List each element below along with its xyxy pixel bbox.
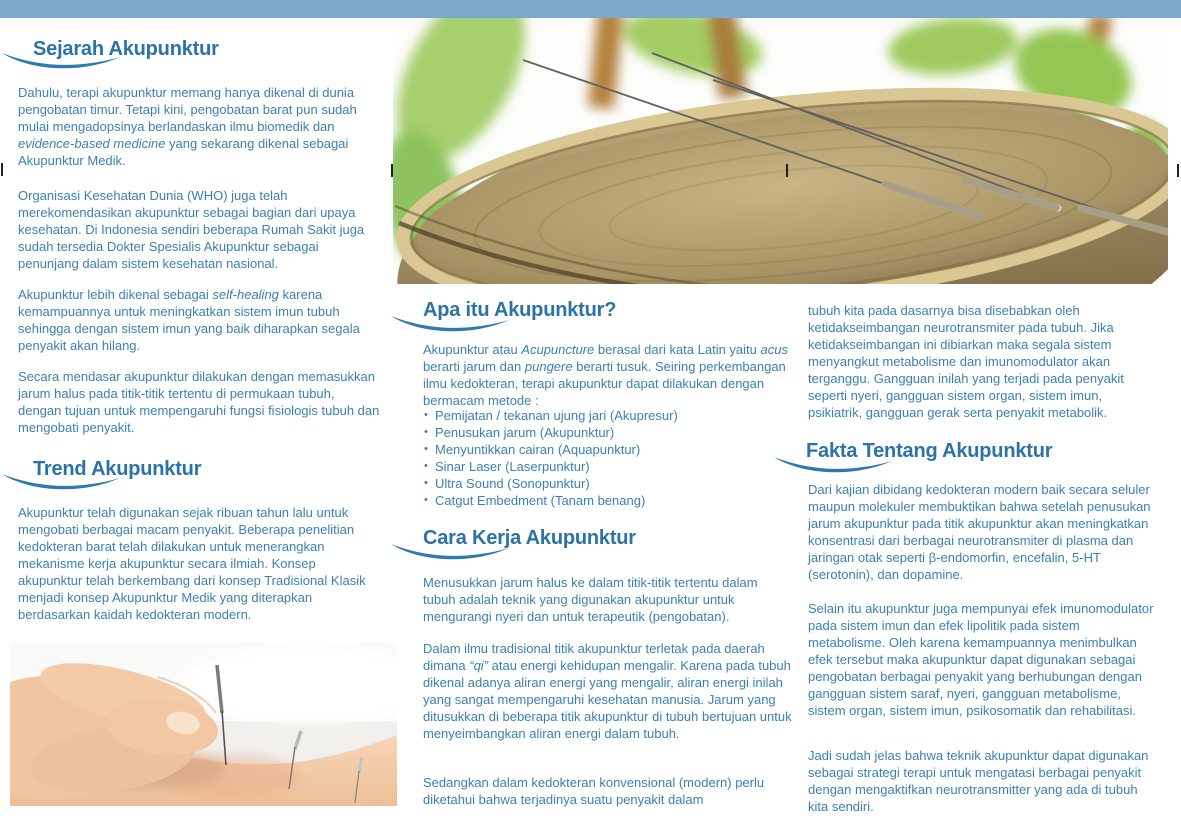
fold-mark: [391, 164, 393, 177]
section-title-cara-kerja: Cara Kerja Akupunktur: [423, 527, 636, 549]
wave-underline-icon: [774, 454, 894, 476]
fold-mark: [1, 163, 3, 176]
section-title-sejarah: Sejarah Akupunktur: [33, 38, 219, 60]
paragraph: tubuh kita pada dasarnya bisa disebabkan oleh ketidakseimbangan neurotransmiter pada tubuh. Jika ketidakseimbangan ini dibiarkan maka segala sistem menyangkut metabolisme dan imunomodulator akan terganggu. Gangguan inilah yang terjadi pada penyakit seperti nyeri, gangguan sistem organ, sistem imun, psikiatrik, gangguan gerak serta penyakit metabolik.: [808, 303, 1124, 420]
method-list-item: • Penusukan jarum (Akupunktur): [423, 424, 789, 441]
paragraph: Akupunktur atau Acupuncture berasal dari kata Latin yaitu acus berarti jarum dan pungere berarti tusuk. Seiring perkembangan ilmu kedokteran, terapi akupunktur dapat dilakukan dengan bermacam metode :: [423, 342, 788, 408]
paragraph: Secara mendasar akupunktur dilakukan dengan memasukkan jarum halus pada titik-titik tertentu di permukaan tubuh, dengan tujuan untuk mempengaruhi fungsi fisiologis tubuh dan mengobati penyakit.: [18, 369, 380, 435]
acupuncture-needles-bowl-photo: [393, 18, 1168, 284]
method-list-item: • Pemijatan / tekanan ujung jari (Akupresur): [423, 407, 789, 424]
paragraph: Selain itu akupunktur juga mempunyai efek imunomodulator pada sistem imun dan efek lipolitik pada sistem metabolisme. Oleh karena kemampuannya menimbulkan efek tersebut maka akupunktur dapat digunakan sebagai pengobatan berbagai penyakit yang berhubungan dengan gangguan sistem saraf, nyeri, gangguan metabolisme, sistem organ, sistem imun, psikosomatik dan rehabilitasi.: [808, 601, 1154, 718]
section-title-apa-itu: Apa itu Akupunktur?: [423, 299, 617, 321]
paragraph: Akupunktur lebih dikenal sebagai self-healing karena kemampuannya untuk meningkatkan sistem imun tubuh sehingga dengan sistem imun yang baik diharapkan segala penyakit akan hilang.: [18, 287, 360, 353]
hand-inserting-needle-photo: [10, 643, 397, 806]
wave-underline-icon: [2, 50, 122, 72]
fold-mark: [1177, 164, 1179, 177]
paragraph: Organisasi Kesehatan Dunia (WHO) juga telah merekomendasikan akupunktur sebagai bagian dari upaya kesehatan. Di Indonesia sendiri beberapa Rumah Sakit juga sudah tersedia Dokter Spesialis Akupunktur sebagai penunjang dalam sistem kesehatan nasional.: [18, 188, 365, 271]
fold-mark: [786, 164, 788, 177]
method-list-item: • Menyuntikkan cairan (Aquapunktur): [423, 441, 789, 458]
method-list-item: • Sinar Laser (Laserpunktur): [423, 458, 789, 475]
paragraph: Dalam ilmu tradisional titik akupunktur terletak pada daerah dimana “qi” atau energi kehidupan mengalir. Karena pada tubuh dikenal adanya aliran energi yang mengalir, aliran energi inilah yang sangat mempengaruhi kesehatan manusia. Jarum yang ditusukkan di beberapa titik akupunktur di tubuh bertujuan untuk menyeimbangkan aliran energi dalam tubuh.: [423, 641, 792, 741]
paragraph: Dahulu, terapi akupunktur memang hanya dikenal di dunia pengobatan timur. Tetapi kini, pengobatan barat pun sudah mulai mengadopsinya berlandaskan ilmu biomedik dan evidence-based medicine yang sekarang dikenal sebagai Akupunktur Medik.: [18, 85, 357, 168]
method-list-item: • Ultra Sound (Sonopunktur): [423, 475, 789, 492]
paragraph: Sedangkan dalam kedokteran konvensional (modern) perlu diketahui bahwa terjadinya suatu penyakit dalam: [423, 775, 765, 807]
method-list-item: • Catgut Embedment (Tanam benang): [423, 492, 789, 509]
wave-underline-icon: [2, 471, 122, 493]
wave-underline-icon: [391, 313, 511, 335]
section-title-trend: Trend Akupunktur: [33, 458, 202, 480]
paragraph: Akupunktur telah digunakan sejak ribuan tahun lalu untuk mengobati berbagai macam penyakit. Beberapa penelitian kedokteran barat telah dilakukan untuk menerangkan mekanisme kerja akupunktur secara ilmiah. Konsep akupunktur telah berkembang dari konsep Tradisional Klasik menjadi konsep Akupunktur Medik yang diterapkan berdasarkan kaidah kedokteran modern.: [18, 505, 366, 622]
paragraph: Jadi sudah jelas bahwa teknik akupunktur dapat digunakan sebagai strategi terapi untuk mengatasi berbagai penyakit dengan mengaktifkan neurotransmitter yang ada di tubuh kita sendiri.: [808, 748, 1149, 814]
wave-underline-icon: [391, 541, 511, 563]
paragraph: Dari kajian dibidang kedokteran modern baik secara seluler maupun molekuler membuktikan bahwa setelah penusukan jarum akupunktur pada titik akupunktur akan meningkatkan konsentrasi dari berbagai neurotransmiter di plasma dan jaringan otak seperti β-endomorfin, encefalin, 5-HT (serotonin), dan dopamine.: [808, 482, 1151, 582]
paragraph: Menusukkan jarum halus ke dalam titik-titik tertentu dalam tubuh adalah teknik yang digunakan akupunktur untuk mengurangi nyeri dan untuk terapeutik (pengobatan).: [423, 575, 758, 624]
section-title-fakta: Fakta Tentang Akupunktur: [806, 440, 1053, 462]
methods-list: [423, 407, 789, 509]
top-color-bar: [0, 0, 1181, 18]
